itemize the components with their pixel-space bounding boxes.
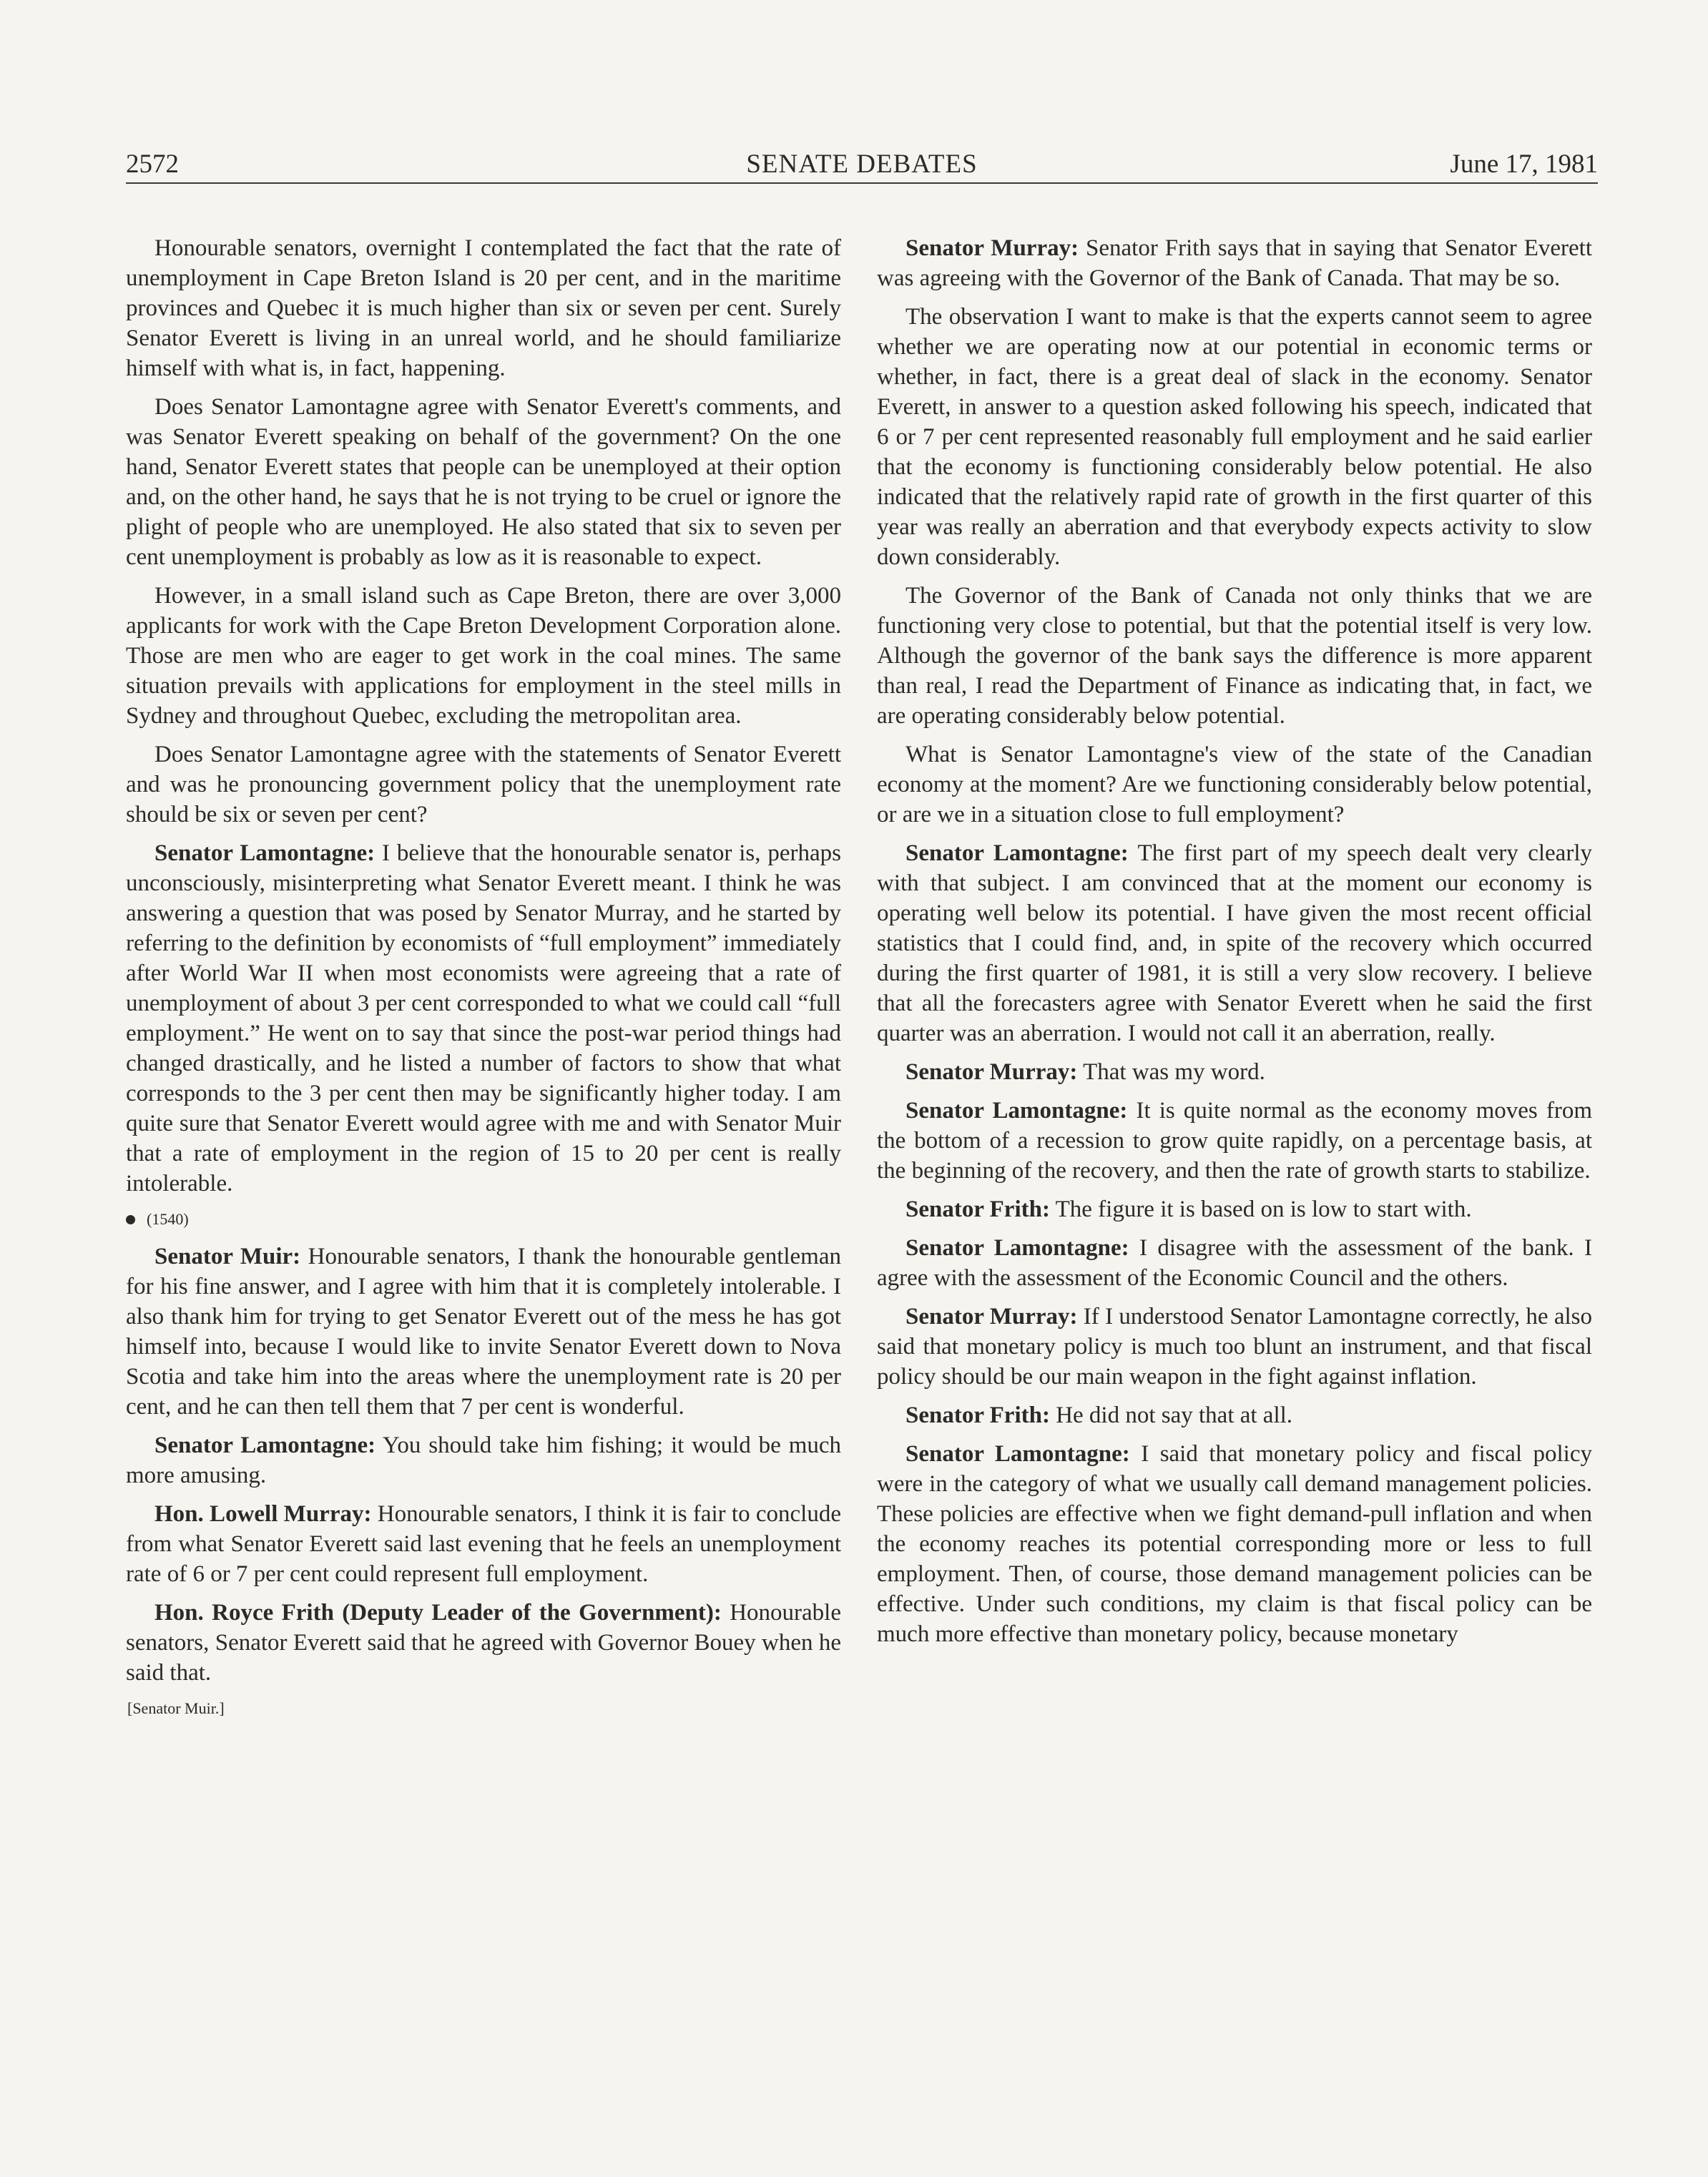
speech-text: The figure it is based on is low to start with. [1049, 1196, 1472, 1222]
speech [126, 838, 841, 1199]
speech-text: He did not say that at all. [1049, 1402, 1293, 1428]
speech [126, 1499, 841, 1589]
speech [126, 1430, 841, 1490]
speech-text: The first part of my speech dealt very clearly with that subject. I am convinced that at the moment our economy is operating well below its potential. I have given the most recent official statistics that I could find, and, in spite of the recovery which occurred during the first quarter of 1981, it is still a very slow recovery. I believe that all the forecasters agree with Senator Everett when he said the first quarter was an aberration. I would not call it an aberration, really. [877, 840, 1592, 1046]
bullet-icon [126, 1215, 135, 1224]
speech [877, 1194, 1592, 1224]
speaker-name: Senator Lamontagne: [905, 1235, 1129, 1261]
publication-title: SENATE DEBATES [746, 149, 978, 179]
speech-text: You should take him fishing; it would be much more amusing. [126, 1433, 842, 1488]
paragraph: The Governor of the Bank of Canada not only thinks that we are functioning very close to potential, but that the potential itself is very low. Although the governor of the bank says the difference is more apparent than real, I read the Department of Finance as indicating that, in fact, we are operating considerably below potential. [877, 583, 1592, 729]
speech-text: It is quite normal as the economy moves from the bottom of a recession to grow quite rapidly, on a percentage basis, at the beginning of the recovery, and then the rate of growth starts to stabilize. [877, 1098, 1592, 1184]
paragraph: Does Senator Lamontagne agree with the statements of Senator Everett and was he pronouncing government policy that the unemployment rate should be six or seven per cent? [126, 742, 841, 827]
speech-text: That was my word. [1077, 1059, 1265, 1085]
running-header [126, 147, 1598, 182]
speech [877, 1233, 1592, 1293]
page-date: June 17, 1981 [1450, 149, 1598, 179]
speech [877, 1400, 1592, 1430]
speech [877, 1302, 1592, 1392]
speech-text: I disagree with the assessment of the bank. I agree with the assessment of the Economic Council and the others. [877, 1235, 1592, 1291]
time-marker [126, 1207, 841, 1232]
speech [877, 1057, 1592, 1087]
speech [877, 1439, 1592, 1649]
left-column [126, 233, 841, 1721]
paragraph: Honourable senators, overnight I contemplated the fact that the rate of unemployment in Cape Breton Island is 20 per cent, and in the maritime provinces and Quebec it is much higher than six or seven per cent. Surely Senator Everett is living in an unreal world, and he should familiarize himself with what is, in fact, happening. [126, 235, 841, 381]
speaker-name: Senator Lamontagne: [154, 1433, 376, 1458]
speech-text: Honourable senators, Senator Everett said that he agreed with Governor Bouey when he said that. [126, 1600, 841, 1686]
speaker-name: Senator Frith: [905, 1402, 1050, 1428]
paragraph: What is Senator Lamontagne's view of the state of the Canadian economy at the moment? Are we functioning considerably below potential, or are we in a situation close to full employment? [877, 742, 1592, 827]
speech [877, 838, 1592, 1048]
paragraph: The observation I want to make is that the experts cannot seem to agree whether we are operating now at our potential in economic terms or whether, in fact, there is a great deal of slack in the economy. Senator Everett, in answer to a question asked following his speech, indicated that 6 or 7 per cent represented reasonably full employment and he said earlier that the economy is functioning considerably below potential. He also indicated that the relatively rapid rate of growth in the first quarter of this year was really an aberration and that everybody expects activity to slow down considerably. [877, 304, 1592, 570]
speech [877, 1096, 1592, 1186]
page-number: 2572 [126, 149, 179, 179]
column-footer-tag: [Senator Muir.] [127, 1699, 225, 1717]
speaker-name: Senator Frith: [905, 1196, 1050, 1222]
speech-text: I said that monetary policy and fiscal policy were in the category of what we usually call demand management policies. These policies are effective when we fight demand-pull inflation and when the economy reaches its potential corresponding more or less to full employment. Then, of course, those demand management policies can be effective. Under such conditions, my claim is that fiscal policy can be much more effective than monetary policy, because monetary [877, 1441, 1592, 1647]
speaker-name: Senator Murray: [905, 1304, 1078, 1330]
paragraph: However, in a small island such as Cape Breton, there are over 3,000 applicants for work with the Cape Breton Development Corporation alone. Those are men who are eager to get work in the coal mines. The same situation prevails with applications for employment in the steel mills in Sydney and throughout Quebec, excluding the metropolitan area. [126, 583, 841, 729]
speaker-name: Hon. Lowell Murray: [154, 1501, 372, 1527]
speech-text: Honourable senators, I think it is fair to conclude from what Senator Everett said last evening that he feels an unemployment rate of 6 or 7 per cent could represent full employment. [126, 1501, 841, 1587]
speaker-name: Hon. Royce Frith (Deputy Leader of the Government): [154, 1600, 722, 1626]
speaker-name: Senator Murray: [905, 1059, 1078, 1085]
header-rule [126, 182, 1598, 184]
speech-text: Senator Frith says that in saying that Senator Everett was agreeing with the Governor of the Bank of Canada. That may be so. [877, 235, 1592, 291]
speech [126, 1598, 841, 1688]
speaker-name: Senator Lamontagne: [905, 1098, 1128, 1124]
speaker-name: Senator Murray: [905, 235, 1079, 261]
time-marker-label: (1540) [147, 1210, 189, 1228]
speaker-name: Senator Lamontagne: [905, 1441, 1130, 1467]
paragraph: Does Senator Lamontagne agree with Senator Everett's comments, and was Senator Everett speaking on behalf of the government? On the one hand, Senator Everett states that people can be unemployed at their option and, on the other hand, he says that he is not trying to be cruel or ignore the plight of people who are unemployed. He also stated that six to seven per cent unemployment is probably as low as it is reasonable to expect. [126, 394, 841, 570]
speech [877, 233, 1592, 293]
speech [126, 1242, 841, 1422]
speaker-name: Senator Lamontagne: [905, 840, 1129, 866]
speech-text: If I understood Senator Lamontagne correctly, he also said that monetary policy is much too blunt an instrument, and that fiscal policy should be our main weapon in the fight against inflation. [877, 1304, 1592, 1390]
speech-text: I believe that the honourable senator is, perhaps unconsciously, misinterpreting what Senator Everett meant. I think he was answering a question that was posed by Senator Murray, and he started by referring to the definition by economists of “full employment” immediately after World War II when most economists were agreeing that a rate of unemployment of about 3 per cent corresponded to what we could call “full employment.” He went on to say that since the post-war period things had changed drastically, and he listed a number of factors to show that what corresponds to the 3 per cent then may be significantly higher today. I am quite sure that Senator Everett would agree with me and with Senator Muir that a rate of employment in the region of 15 to 20 per cent is really intolerable. [126, 840, 841, 1196]
right-column [877, 233, 1592, 1658]
speech-text: Honourable senators, I thank the honourable gentleman for his fine answer, and I agree with him that it is completely intolerable. I also thank him for trying to get Senator Everett out of the mess he has got himself into, because I would like to invite Senator Everett down to Nova Scotia and take him into the areas where the unemployment rate is 20 per cent, and he can then tell them that 7 per cent is wonderful. [126, 1244, 842, 1420]
speaker-name: Senator Lamontagne: [154, 840, 376, 866]
speaker-name: Senator Muir: [154, 1244, 301, 1269]
